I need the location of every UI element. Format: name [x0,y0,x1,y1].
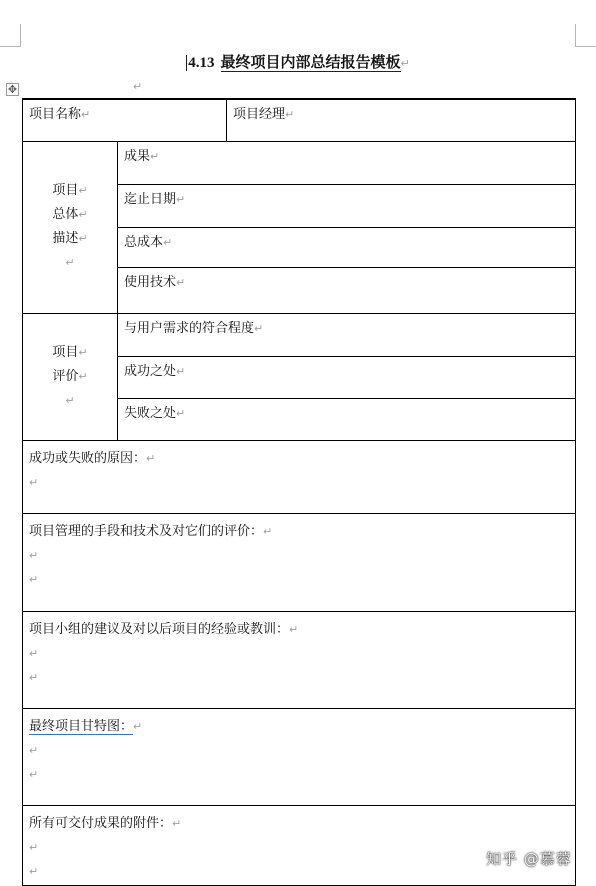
paragraph-mark: ↵ [78,345,88,359]
overview-item-label: 迄止日期 [124,191,177,207]
paragraph-mark: ↵ [133,80,143,93]
evaluation-item-failures[interactable] [118,398,576,440]
crop-mark-top-left [0,24,21,47]
paragraph-mark: ↵ [285,108,295,121]
title-number: 4.13 [188,55,215,71]
overview-item-result[interactable] [118,141,576,184]
paragraph-mark: ↵ [29,548,39,562]
overview-item-label: 使用技术 [124,274,177,290]
evaluation-item-label: 失败之处 [124,405,177,421]
zhihu-watermark: 知乎 @慕蓉 [486,850,572,868]
section-heading: 项目小组的建议及对以后项目的经验或教训： [29,621,290,637]
paragraph-mark: ↵ [133,719,143,733]
project-name-label: 项目名称 [29,107,82,122]
overview-item-technology[interactable] [118,267,576,313]
section-cell-attachments[interactable] [23,805,576,885]
section-row [23,513,576,611]
section-heading: 所有可交付成果的附件： [29,815,173,831]
evaluation-item-successes[interactable] [118,356,576,398]
paragraph-mark: ↵ [176,364,186,378]
paragraph-mark: ↵ [65,256,75,269]
paragraph-mark: ↵ [254,321,264,335]
evaluation-label-line: 项目 [52,344,79,360]
overview-label-line: 总体 [52,207,79,222]
paragraph-mark: ↵ [29,646,39,660]
paragraph-mark: ↵ [78,184,88,197]
overview-label-line: 描述 [52,231,79,246]
section-heading: 最终项目甘特图： [29,718,134,734]
crop-mark-top-right [575,24,596,47]
paragraph-mark: ↵ [29,767,39,781]
evaluation-item-requirements-fit[interactable] [118,313,576,356]
section-row [23,440,576,513]
document-title [0,52,596,74]
overview-item-dates[interactable] [118,184,576,227]
paragraph-mark: ↵ [176,275,186,289]
section-row [23,611,576,708]
paragraph-mark: ↵ [78,208,88,221]
overview-label-cell [23,141,118,313]
paragraph-mark: ↵ [176,406,186,420]
paragraph-mark: ↵ [65,393,75,407]
report-table [22,98,576,886]
overview-item-total-cost[interactable] [118,227,576,267]
paragraph-mark: ↵ [29,840,39,854]
section-heading: 项目管理的手段和技术及对它们的评价： [29,523,264,539]
paragraph-mark: ↵ [29,572,39,586]
paragraph-mark: ↵ [29,743,39,757]
paragraph-mark: ↵ [150,149,160,163]
table-move-handle-icon[interactable]: ✥ [7,83,18,96]
overview-item-label: 成果 [124,148,151,164]
section-row [23,708,576,805]
title-text: 最终项目内部总结报告模板 [220,53,401,71]
section-cell-gantt[interactable] [23,708,576,805]
paragraph-mark: ↵ [78,369,88,383]
evaluation-item-label: 成功之处 [124,363,177,379]
paragraph-mark: ↵ [289,622,299,636]
section-cell-methods[interactable] [23,513,576,611]
paragraph-mark: ↵ [400,57,410,70]
overview-label-line: 项目 [52,183,79,198]
evaluation-row [23,313,576,356]
paragraph-mark: ↵ [78,232,88,245]
paragraph-mark: ↵ [29,670,39,684]
evaluation-label-line: 评价 [52,368,79,384]
paragraph-mark: ↵ [29,475,39,489]
overview-item-label: 总成本 [124,234,164,250]
paragraph-mark: ↵ [163,235,173,249]
paragraph-mark: ↵ [29,864,39,878]
paragraph-mark: ↵ [176,192,186,206]
section-cell-lessons[interactable] [23,611,576,708]
section-heading: 成功或失败的原因： [29,450,147,466]
project-name-cell[interactable] [23,99,227,141]
evaluation-item-label: 与用户需求的符合程度 [124,320,255,336]
project-manager-label: 项目经理 [233,107,286,122]
evaluation-label-cell [23,313,118,440]
header-row [23,99,576,141]
paragraph-mark: ↵ [263,524,273,538]
section-row [23,805,576,885]
section-cell-reasons[interactable] [23,440,576,513]
paragraph-mark: ↵ [172,816,182,830]
project-manager-cell[interactable] [227,99,576,141]
overview-row [23,141,576,184]
paragraph-mark: ↵ [81,108,91,121]
paragraph-mark: ↵ [146,451,156,465]
